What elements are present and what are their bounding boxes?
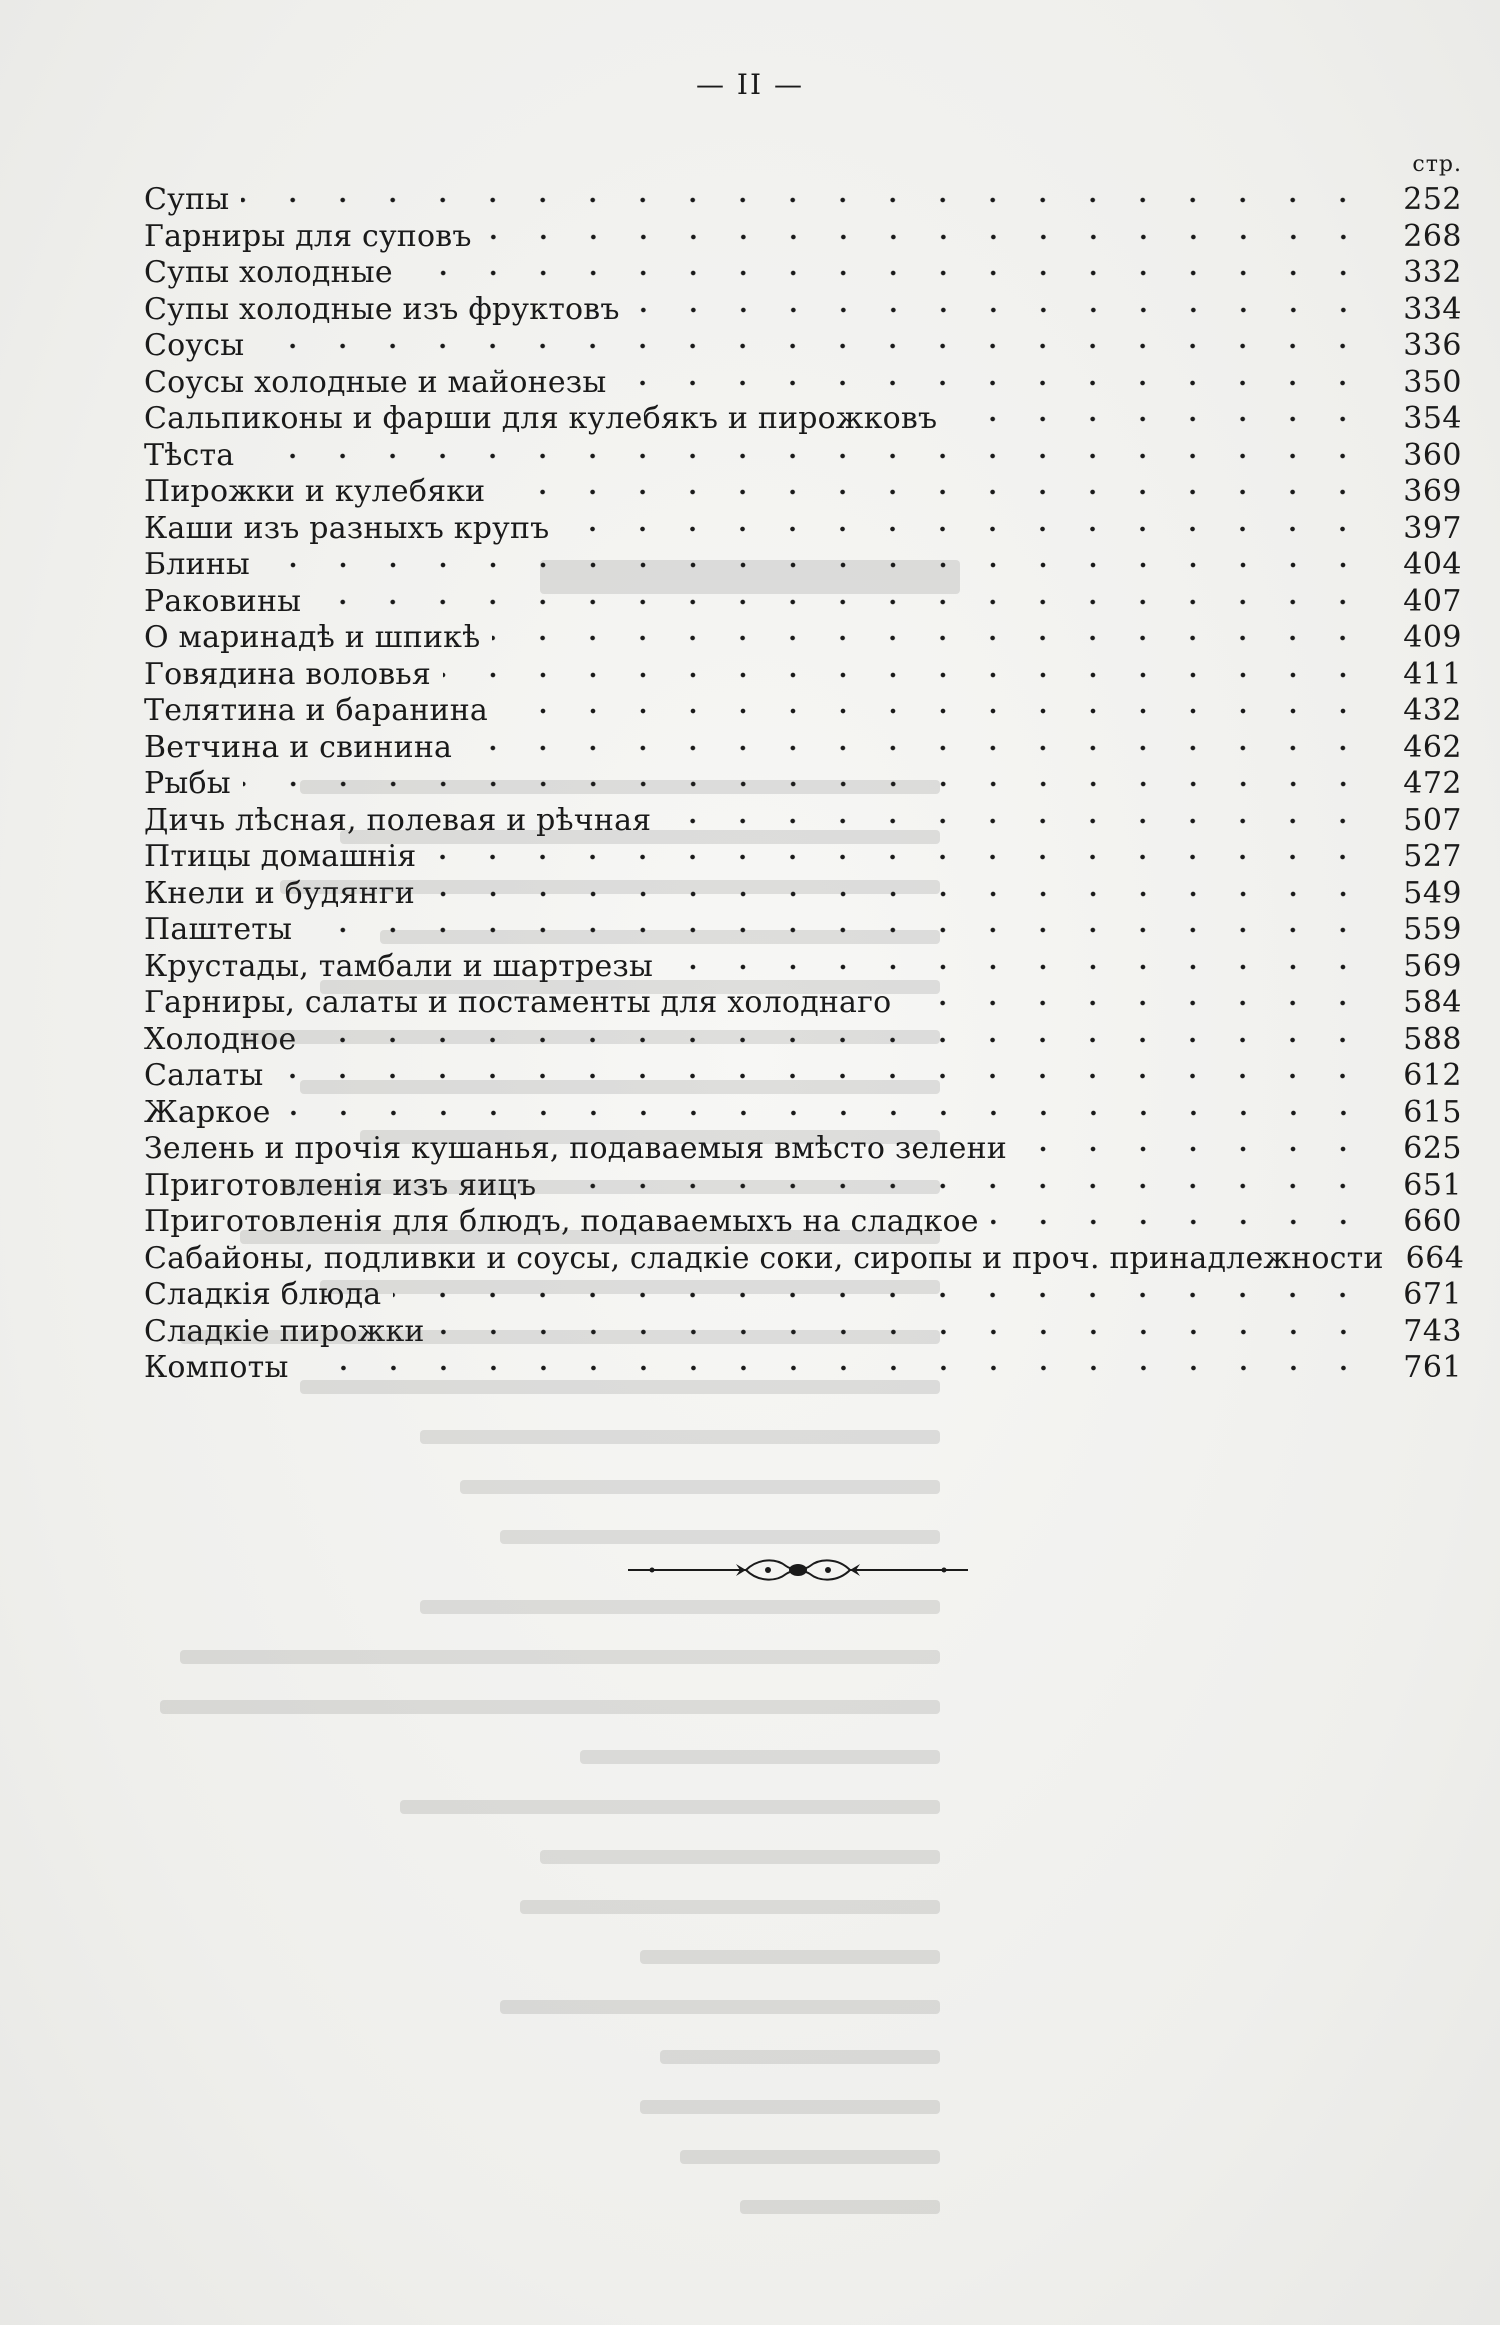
dot-leader — [262, 547, 1368, 583]
toc-entry — [144, 438, 1462, 475]
toc-entry-page: 268 — [1403, 218, 1462, 254]
toc-entry-title: Супы холодные изъ фруктовъ — [144, 291, 620, 327]
toc-entry-page: 432 — [1403, 693, 1462, 728]
toc-entry-page: 761 — [1403, 1350, 1462, 1385]
toc-entry — [144, 365, 1462, 402]
dot-leader — [428, 839, 1368, 875]
toc-entry-title: Супы — [144, 182, 230, 217]
dot-leader — [427, 876, 1368, 912]
toc-entry — [144, 657, 1462, 694]
toc-entry — [144, 255, 1462, 292]
toc-entry-page: 397 — [1403, 510, 1462, 546]
toc-entry — [144, 547, 1462, 584]
toc-entry-title: Холодное — [144, 1021, 297, 1057]
dot-leader — [393, 1277, 1368, 1313]
toc-entry-title: Каши изъ разныхъ крупъ — [144, 510, 550, 546]
toc-entry-page: 588 — [1403, 1021, 1462, 1057]
toc-entry-title: Блины — [144, 547, 250, 582]
toc-entry-page: 336 — [1403, 328, 1462, 363]
toc-entry-title: Супы холодные — [144, 255, 393, 290]
toc-entry-page: 369 — [1403, 474, 1462, 509]
toc-entry-page: 407 — [1403, 583, 1462, 619]
toc-entry — [144, 182, 1462, 219]
dot-leader — [443, 657, 1368, 693]
toc-entry-page: 625 — [1403, 1131, 1462, 1166]
toc-entry — [144, 219, 1462, 256]
toc-entry-title: Гарниры, салаты и постаменты для холоднаго — [144, 985, 892, 1020]
toc-entry-title: Салаты — [144, 1058, 264, 1093]
toc-entry-title: Телятина и баранина — [144, 693, 488, 728]
dot-leader — [301, 1350, 1368, 1386]
toc-entry-page: 660 — [1403, 1204, 1462, 1239]
dot-leader — [283, 1095, 1368, 1131]
toc-entry-page: 409 — [1403, 620, 1462, 655]
dot-leader — [991, 1204, 1368, 1240]
toc-entry-page: 612 — [1403, 1058, 1462, 1093]
dot-leader — [500, 693, 1368, 729]
toc-entry-page: 411 — [1403, 656, 1462, 692]
toc-entry — [144, 584, 1462, 621]
toc-entry — [144, 620, 1462, 657]
dot-leader — [313, 584, 1368, 620]
toc-entry-page: 360 — [1403, 437, 1462, 473]
toc-entry — [144, 803, 1462, 840]
toc-entry-title: Компоты — [144, 1350, 289, 1385]
toc-entry-page: 584 — [1403, 985, 1462, 1020]
toc-entry-title: Жаркое — [144, 1094, 271, 1130]
toc-entry — [144, 1204, 1462, 1241]
dot-leader — [1019, 1131, 1368, 1167]
toc-entry-title: Ветчина и свинина — [144, 729, 453, 765]
toc-entry-page: 350 — [1403, 364, 1462, 400]
page-column-label: стр. — [1412, 152, 1462, 177]
toc-entry-title: О маринадѣ и шпикѣ — [144, 620, 481, 655]
toc-entry-title: Птицы домашнія — [144, 839, 417, 874]
toc-entry-page: 507 — [1403, 802, 1462, 838]
toc-entry — [144, 511, 1462, 548]
toc-entry — [144, 1168, 1462, 1205]
toc-entry-page: 354 — [1403, 401, 1462, 436]
toc-entry — [144, 1350, 1462, 1387]
toc-entry — [144, 730, 1462, 767]
dot-leader — [903, 985, 1368, 1021]
toc-entry — [144, 949, 1462, 986]
toc-entry — [144, 1095, 1462, 1132]
toc-entry-title: Зелень и прочія кушанья, подаваемыя вмѣсто зелени — [144, 1131, 1007, 1166]
toc-entry-title: Приготовленія для блюдъ, подаваемыхъ на сладкое — [144, 1204, 979, 1239]
toc-entry-page: 334 — [1403, 291, 1462, 327]
dot-leader — [256, 328, 1368, 364]
dot-leader — [561, 511, 1368, 547]
toc-entry-title: Приготовленія изъ яицъ — [144, 1167, 537, 1203]
dot-leader — [497, 474, 1368, 510]
toc-entry — [144, 1240, 1465, 1278]
flourish-divider-icon — [628, 1556, 968, 1584]
toc-entry — [144, 292, 1462, 329]
dot-leader — [949, 401, 1368, 437]
dot-leader — [618, 365, 1368, 401]
toc-entry-page: 404 — [1403, 547, 1462, 582]
toc-entry-page: 671 — [1403, 1277, 1462, 1312]
toc-entry-title: Кнели и будянги — [144, 875, 415, 911]
toc-entry — [144, 1314, 1462, 1351]
toc-entry-title: Сладкіе пирожки — [144, 1313, 425, 1349]
toc-entry-title: Гарниры для суповъ — [144, 218, 472, 254]
toc-entry-title: Сладкія блюда — [144, 1277, 382, 1312]
dot-leader — [275, 1058, 1368, 1094]
toc-entry-page: 252 — [1403, 182, 1462, 217]
table-of-contents — [144, 182, 1465, 1387]
toc-entry-title: Соусы — [144, 328, 245, 363]
dot-leader — [246, 438, 1368, 474]
toc-entry — [144, 328, 1462, 365]
toc-entry — [144, 766, 1462, 803]
toc-entry — [144, 839, 1462, 876]
toc-entry-page: 651 — [1403, 1167, 1462, 1203]
dot-leader — [405, 255, 1368, 291]
toc-entry-page: 332 — [1403, 255, 1462, 290]
toc-entry — [144, 1131, 1462, 1168]
toc-entry-title: Раковины — [144, 583, 302, 619]
dot-leader — [492, 620, 1368, 656]
toc-entry — [144, 474, 1462, 511]
dot-leader — [464, 730, 1368, 766]
toc-entry — [144, 1058, 1462, 1095]
dot-leader — [484, 219, 1368, 255]
toc-entry — [144, 912, 1462, 949]
dot-leader — [241, 182, 1368, 218]
dot-leader — [437, 1314, 1368, 1350]
toc-entry-title: Соусы холодные и майонезы — [144, 364, 607, 400]
toc-entry-title: Рыбы — [144, 766, 231, 801]
dot-leader — [304, 912, 1368, 948]
dot-leader — [308, 1022, 1368, 1058]
toc-entry-title: Тѣста — [144, 437, 235, 473]
toc-entry-page: 549 — [1403, 875, 1462, 911]
dot-leader — [632, 292, 1368, 328]
dot-leader — [665, 949, 1368, 985]
toc-entry-title: Говядина воловья — [144, 656, 432, 692]
toc-entry — [144, 1022, 1462, 1059]
toc-entry-page: 472 — [1403, 766, 1462, 801]
toc-entry-title: Дичь лѣсная, полевая и рѣчная — [144, 802, 652, 838]
dot-leader — [548, 1168, 1368, 1204]
dot-leader — [243, 766, 1368, 802]
toc-entry-title: Крустады, тамбали и шартрезы — [144, 948, 654, 984]
running-head: — II — — [696, 68, 804, 101]
toc-entry-title: Сальпиконы и фарши для кулебякъ и пирожковъ — [144, 401, 938, 436]
toc-entry-page: 527 — [1403, 839, 1462, 874]
toc-entry — [144, 1277, 1462, 1314]
toc-entry-page: 462 — [1403, 729, 1462, 765]
toc-entry-title: Сабайоны, подливки и соусы, сладкіе соки, сиропы и проч. принадлежности — [144, 1240, 1384, 1276]
toc-entry — [144, 693, 1462, 730]
toc-entry-page: 559 — [1403, 912, 1462, 947]
toc-entry — [144, 401, 1462, 438]
toc-entry-page: 743 — [1403, 1313, 1462, 1349]
toc-entry-title: Паштеты — [144, 912, 293, 947]
dot-leader — [663, 803, 1368, 839]
toc-entry — [144, 985, 1462, 1022]
toc-entry-page: 569 — [1403, 948, 1462, 984]
toc-entry-title: Пирожки и кулебяки — [144, 474, 486, 509]
toc-entry-page: 615 — [1403, 1094, 1462, 1130]
toc-entry-page: 664 — [1405, 1240, 1465, 1276]
toc-entry — [144, 876, 1462, 913]
